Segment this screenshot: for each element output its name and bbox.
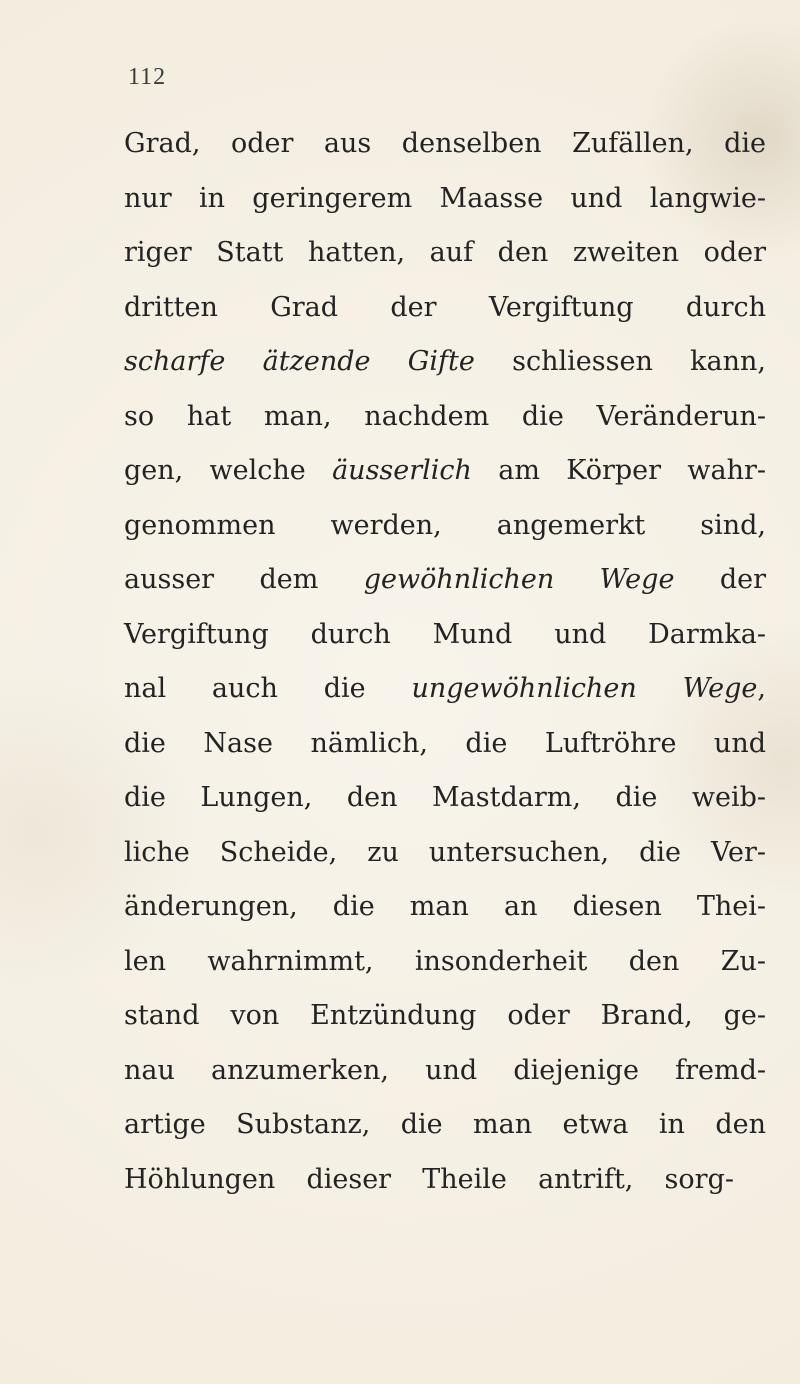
text-line: [124, 662, 766, 717]
text-line: [124, 826, 766, 881]
text-segment: nau anzumerken, und diejenige fremd-: [124, 1054, 766, 1086]
text-line: [124, 390, 766, 445]
text-segment: ,: [757, 673, 766, 704]
text-line: [124, 880, 766, 935]
text-line: [124, 499, 766, 554]
text-line: [124, 771, 766, 826]
text-segment: ausser dem: [124, 564, 364, 595]
italic-text-segment: scharfe ätzende Gifte: [124, 346, 475, 377]
text-line: [124, 935, 766, 990]
text-segment: genommen werden, angemerkt sind,: [124, 509, 766, 541]
text-line: [124, 553, 766, 608]
text-segment: nur in geringerem Maasse und langwie-: [124, 182, 766, 214]
text-segment: Grad, oder aus denselben Zufällen, die: [124, 128, 766, 159]
text-segment: len wahrnimmt, insonderheit den Zu-: [124, 945, 766, 977]
text-line: [124, 117, 766, 172]
text-segment: am Körper wahr-: [471, 455, 766, 486]
text-segment: so hat man, nachdem die Veränderun-: [124, 400, 766, 432]
text-line: [124, 172, 766, 227]
text-line: [124, 226, 766, 281]
text-segment: schliessen kann,: [474, 346, 766, 377]
text-line: [124, 1153, 734, 1208]
text-segment: Vergiftung durch Mund und Darmka-: [124, 618, 766, 650]
italic-text-segment: ungewöhnlichen Wege: [411, 673, 758, 704]
text-segment: Höhlungen dieser Theile antrift, sorg-: [124, 1163, 734, 1195]
text-line: [124, 989, 766, 1044]
text-segment: liche Scheide, zu untersuchen, die Ver-: [124, 836, 766, 868]
text-segment: artige Substanz, die man etwa in den: [124, 1109, 766, 1140]
text-segment: die Lungen, den Mastdarm, die weib-: [124, 782, 766, 813]
text-line: [124, 281, 766, 336]
text-segment: riger Statt hatten, auf den zweiten oder: [124, 237, 766, 268]
italic-text-segment: äusserlich: [332, 455, 472, 486]
text-segment: stand von Entzündung oder Brand, ge-: [124, 1000, 766, 1031]
italic-text-segment: gewöhnlichen Wege: [363, 564, 675, 595]
text-segment: nal auch die: [124, 673, 412, 704]
text-line: [124, 444, 766, 499]
text-segment: gen, welche: [124, 455, 333, 486]
text-segment: der: [674, 564, 766, 595]
text-segment: die Nase nämlich, die Luftröhre und: [124, 727, 766, 759]
text-segment: dritten Grad der Vergiftung durch: [124, 291, 766, 323]
text-line: [124, 1044, 766, 1099]
text-line: [124, 608, 766, 663]
text-line: [124, 1098, 766, 1153]
page-number: 112: [128, 64, 167, 90]
text-line: [124, 717, 766, 772]
text-line: [124, 335, 766, 390]
text-segment: änderungen, die man an diesen Thei-: [124, 891, 766, 922]
body-text: [124, 117, 766, 1207]
